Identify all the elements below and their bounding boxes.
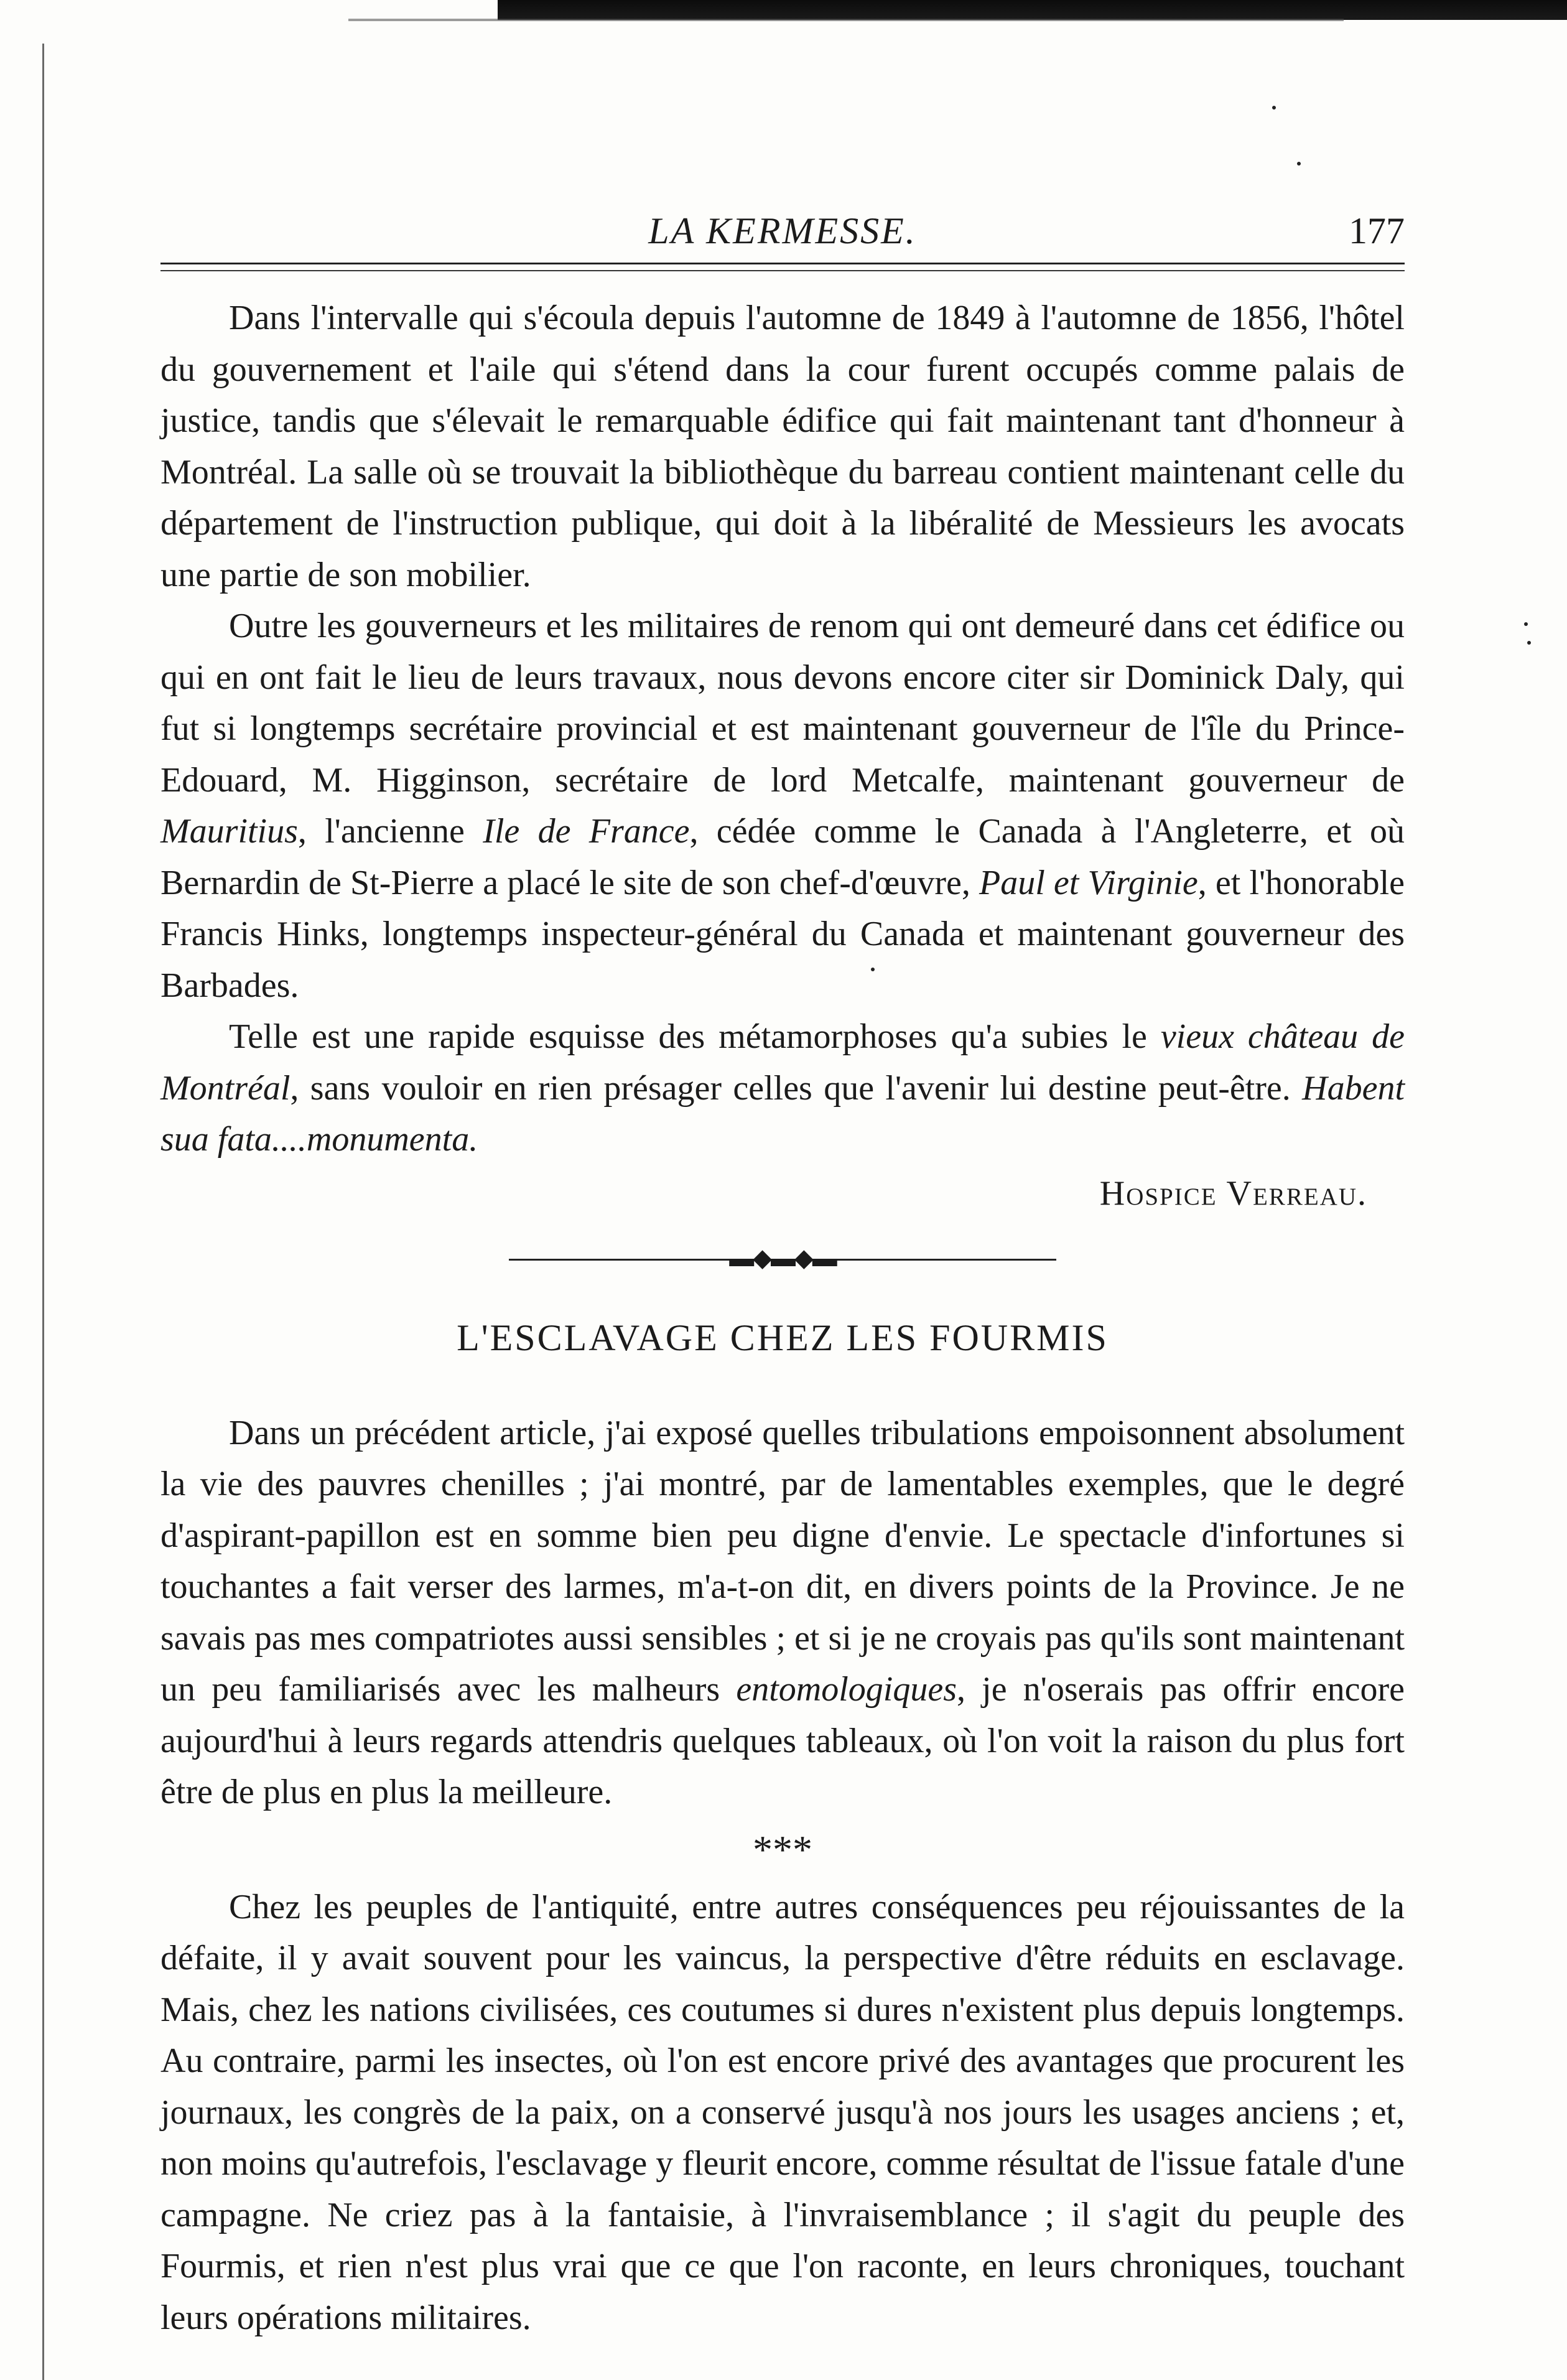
text-run: , cédée comme le Canada à l'Angleterre, et où Bernardin de St-Pierre a placé le site de son chef-d'œuvre, bbox=[160, 812, 1405, 902]
header-rule-secondary bbox=[160, 270, 1405, 271]
text-run: , l'ancienne bbox=[297, 812, 483, 851]
page-header bbox=[160, 193, 1405, 268]
paragraph bbox=[160, 600, 1405, 1011]
print-speck bbox=[1524, 622, 1528, 626]
top-edge-rule bbox=[498, 0, 1567, 20]
italic-run: Habent sua fata....monumenta. bbox=[160, 1068, 1405, 1159]
print-speck bbox=[1272, 106, 1276, 110]
text-run: Telle est une rapide esquisse des métamorphoses qu'a subies le bbox=[229, 1017, 1161, 1056]
top-thin-rule bbox=[348, 19, 1344, 21]
text-run: , sans vouloir en rien présager celles que l'avenir lui destine peut-être. bbox=[290, 1068, 1303, 1108]
divider-ornament: ▬◆▬◆▬ bbox=[729, 1244, 836, 1272]
binding-gutter-line bbox=[42, 44, 44, 2380]
article-fourmis bbox=[160, 1407, 1405, 2344]
italic-run: entomologiques bbox=[736, 1670, 957, 1709]
running-title: LA KERMESSE. bbox=[648, 210, 917, 251]
asterism: *** bbox=[753, 1827, 812, 1872]
text-run: Dans un précédent article, j'ai exposé quelles tribulations empoisonnent absolument la vie des pauvres chenilles ; j'ai montré, par de lamentables exemples, que le degré d'aspirant-papillon est en somme bien peu digne d'envie. Le spectacle d'infortunes si touchantes a fait verser des larmes, m'a-t-on dit, en divers points de la Province. Je ne savais pas mes compatriotes aussi sensibles ; et si je ne croyais pas qu'ils sont maintenant un peu familiarisés avec les malheurs bbox=[160, 1413, 1405, 1709]
italic-run: Mauritius bbox=[160, 812, 298, 851]
section-title: L'ESCLAVAGE CHEZ LES FOURMIS bbox=[457, 1317, 1109, 1358]
paragraph: Dans l'intervalle qui s'écoula depuis l'automne de 1849 à l'automne de 1856, l'hôtel du gouvernement et l'aile qui s'étend dans la cour furent occupés comme palais de justice, tandis que s'élevait le remarquable édifice qui fait maintenant tant d'honneur à Montréal. La salle où se trouvait la bibliothèque du barreau contient maintenant celle du département de l'instruction publique, qui doit à la libéralité de Messieurs les avocats une partie de son mobilier. bbox=[160, 299, 1405, 594]
italic-run: Paul et Virginie bbox=[979, 863, 1198, 902]
text-run: Outre les gouverneurs et les militaires de renom qui ont demeuré dans cet édifice ou qui en ont fait le lieu de leurs travaux, nous devons encore citer sir Dominick Daly, qui fut si longtemps secrétaire provincial et est maintenant gouverneur de l'île du Prince-Edouard, M. Higginson, secrétaire de lord Metcalfe, maintenant gouverneur de bbox=[160, 607, 1405, 800]
italic-run: Ile de France bbox=[483, 812, 690, 851]
author-signature: Hospice Verreau. bbox=[1099, 1174, 1367, 1213]
paragraph bbox=[160, 1407, 1405, 1818]
italic-run: vieux château de Montréal bbox=[160, 1017, 1405, 1108]
page bbox=[160, 193, 1405, 2343]
section-divider bbox=[160, 1238, 1405, 1281]
print-speck bbox=[1297, 162, 1301, 166]
paragraph: Chez les peuples de l'antiquité, entre autres conséquences peu réjouissantes de la défaite, il y avait souvent pour les vaincus, la perspective d'être réduits en esclavage. Mais, chez les nations civilisées, ces coutumes si dures n'existent plus depuis longtemps. Au contraire, parmi les insectes, où l'on est encore privé des avantages que procurent les journaux, les congrès de la paix, on a conservé jusqu'à nos jours les usages anciens ; et, non moins qu'autrefois, l'esclavage y fleurit encore, comme résultat de l'issue fatale d'une campagne. Ne criez pas à la fantaisie, à l'invraisemblance ; il s'agit du peuple des Fourmis, et rien n'est plus vrai que ce que l'on raconte, en leurs chroniques, touchant leurs opérations militaires. bbox=[160, 1887, 1405, 2337]
header-rule bbox=[160, 263, 1405, 264]
page-number: 177 bbox=[1349, 210, 1405, 251]
text-run: , je n'oserais pas offrir encore aujourd'hui à leurs regards attendris quelques tableaux, où l'on voit la raison du plus fort être de plus en plus la meilleure. bbox=[160, 1670, 1405, 1811]
text-run: , et l'honorable Francis Hinks, longtemps inspecteur-général du Canada et maintenant gouverneur des Barbades. bbox=[160, 863, 1405, 1005]
print-speck bbox=[1527, 641, 1531, 645]
article-chateau bbox=[160, 292, 1405, 1219]
paragraph bbox=[160, 1011, 1405, 1165]
